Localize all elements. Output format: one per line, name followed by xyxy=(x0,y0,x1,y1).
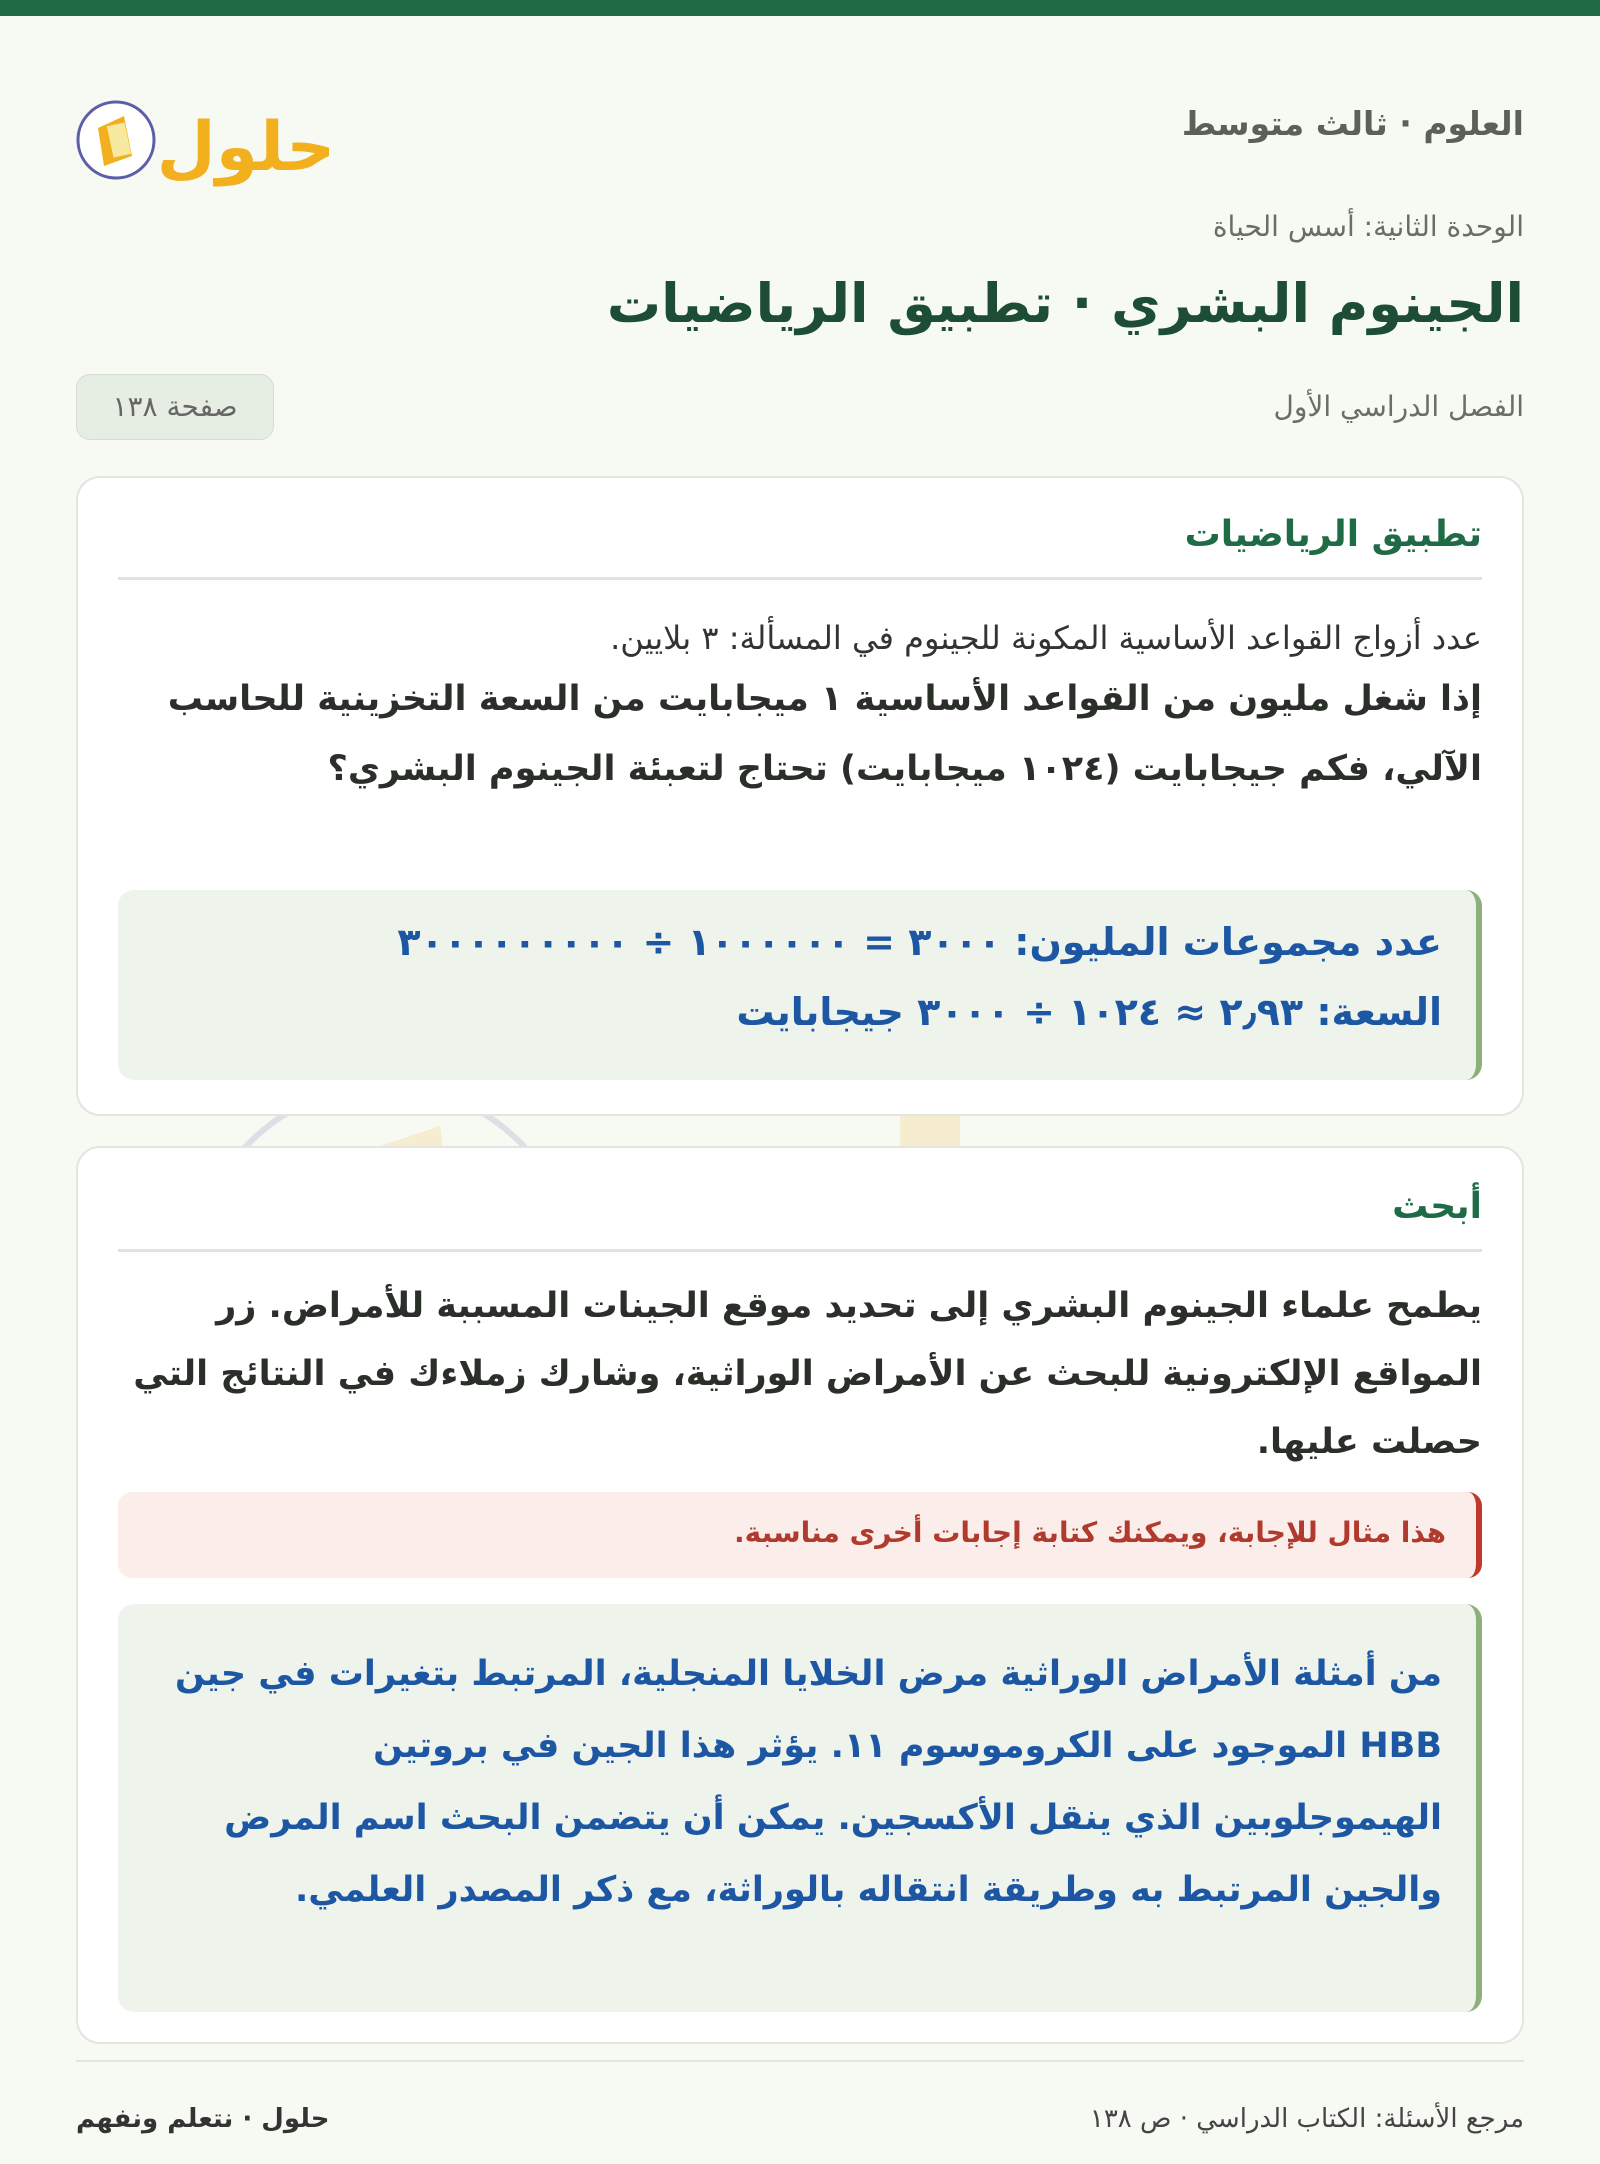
question-text: إذا شغل مليون من القواعد الأساسية ١ ميجابايت من السعة التخزينية للحاسب الآلي، فكم جيجابايت (١٠٢٤ ميجابايت) تحتاج لتعبئة الجينوم البشري؟ xyxy=(167,679,1482,789)
top-accent-bar xyxy=(0,0,1600,16)
card-title: أبحث xyxy=(118,1186,1482,1252)
logo-text: حلول xyxy=(156,108,336,187)
subject-label: العلوم · ثالث متوسط xyxy=(1181,104,1524,143)
page xyxy=(0,16,1600,2164)
answer-line: السعة: ٢٫٩٣ ≈ ١٠٢٤ ÷ ٣٠٠٠ جيجابايت xyxy=(736,990,1442,1034)
math-application-card xyxy=(76,476,1524,1116)
answer-line: عدد مجموعات المليون: ٣٠٠٠ = ١٠٠٠٠٠٠ ÷ ٣٠٠٠٠٠٠٠٠٠ xyxy=(397,920,1442,964)
footer-divider xyxy=(76,2060,1524,2062)
answer-box xyxy=(118,890,1482,1080)
hulul-logo-icon xyxy=(76,86,336,196)
semester-label: الفصل الدراسي الأول xyxy=(1273,390,1524,423)
footer-brand: حلول · نتعلم ونفهم xyxy=(76,2104,330,2134)
question-intro: عدد أزواج القواعد الأساسية المكونة للجينوم في المسألة: ٣ بلايين. xyxy=(610,619,1482,657)
page-header xyxy=(76,86,1524,196)
answer-text: من أمثلة الأمراض الوراثية مرض الخلايا المنجلية، المرتبط بتغيرات في جين HBB الموجود على الكروموسوم ١١. يؤثر هذا الجين في بروتين الهيموجلوبين الذي ينقل الأكسجين. يمكن أن يتضمن البحث اسم المرض والجين المرتبط به وطريقة انتقاله بالوراثة، مع ذكر المصدر العلمي. xyxy=(175,1654,1442,1910)
research-card xyxy=(76,1146,1524,2044)
page-title: الجينوم البشري · تطبيق الرياضيات xyxy=(606,272,1524,335)
note-text: هذا مثال للإجابة، ويمكنك كتابة إجابات أخرى مناسبة. xyxy=(734,1516,1446,1549)
answer-box xyxy=(118,1604,1482,2012)
card-title: تطبيق الرياضيات xyxy=(118,514,1482,580)
research-question: يطمح علماء الجينوم البشري إلى تحديد موقع الجينات المسببة للأمراض. زر المواقع الإلكترونية للبحث عن الأمراض الوراثية، وشارك زملاءك في النتائج التي حصلت عليها. xyxy=(133,1286,1482,1462)
page-number-badge: صفحة ١٣٨ xyxy=(76,374,274,440)
footer-reference: مرجع الأسئلة: الكتاب الدراسي · ص ١٣٨ xyxy=(1089,2104,1524,2134)
unit-label: الوحدة الثانية: أسس الحياة xyxy=(1212,210,1524,243)
note-box xyxy=(118,1492,1482,1578)
